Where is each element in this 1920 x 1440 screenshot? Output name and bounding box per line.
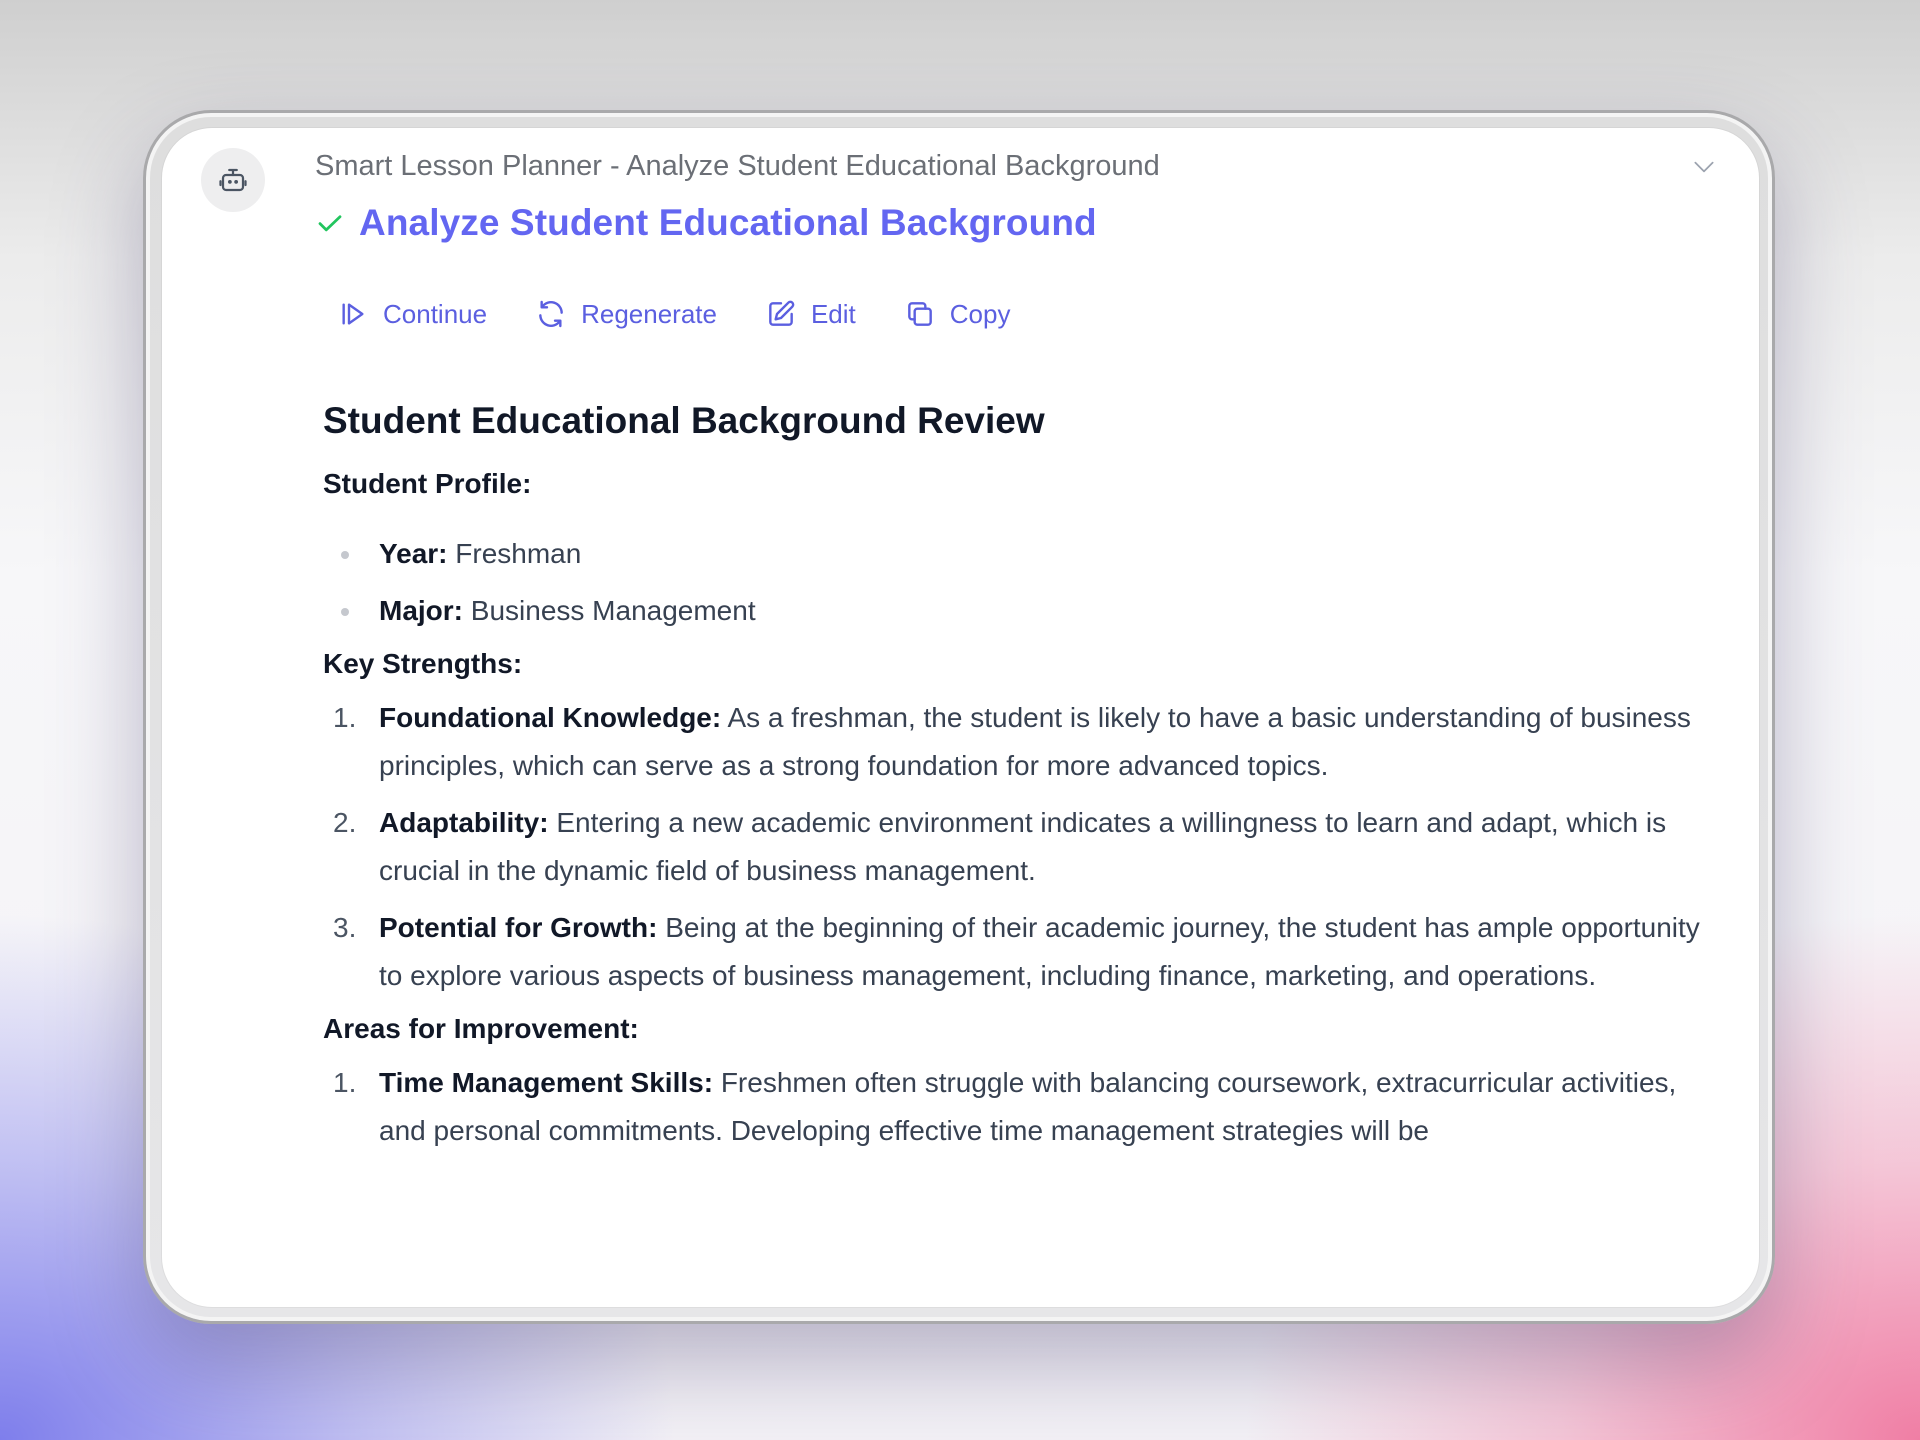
app-title: Smart Lesson Planner - Analyze Student Educational Background <box>315 150 1160 182</box>
strengths-list <box>323 694 1723 1000</box>
list-item: 1. Time Management Skills: Freshmen often struggle with balancing coursework, extracurricular activities, and personal commitments. Developing effective time management strategies will be <box>333 1067 1677 1146</box>
list-item: 1. Foundational Knowledge: As a freshman, the student is likely to have a basic understanding of business principles, which can serve as a strong foundation for more advanced topics. <box>333 702 1691 781</box>
assistant-avatar <box>201 148 265 212</box>
continue-button[interactable] <box>337 298 487 330</box>
regenerate-label: Regenerate <box>581 298 717 329</box>
list-item: 3. Potential for Growth: Being at the beginning of their academic journey, the student has ample opportunity to explore various aspects of business management, including finance, marketing, and operations. <box>333 912 1700 991</box>
task-title-text: Analyze Student Educational Background <box>359 202 1097 243</box>
check-icon <box>315 208 345 238</box>
edit-label: Edit <box>810 298 856 329</box>
section-title-improvement: Areas for Improvement: <box>323 1013 639 1044</box>
section-title-profile: Student Profile: <box>323 468 532 499</box>
review-document <box>323 398 1723 1164</box>
task-title <box>315 202 1097 244</box>
section-title-strengths: Key Strengths: <box>323 648 523 679</box>
list-item: 2. Adaptability: Entering a new academic environment indicates a willingness to learn and adapt, which is crucial in the dynamic field of business management. <box>333 807 1667 886</box>
list-item: Major: Business Management <box>323 587 1723 635</box>
improvement-list <box>323 1059 1723 1155</box>
edit-button[interactable] <box>765 298 856 330</box>
copy-label: Copy <box>949 298 1011 329</box>
robot-icon <box>218 165 248 195</box>
chevron-down-icon <box>1691 154 1717 180</box>
document-heading: Student Educational Background Review <box>323 400 1045 441</box>
continue-icon <box>337 298 369 330</box>
copy-icon <box>904 298 936 330</box>
collapse-button[interactable] <box>1689 152 1719 182</box>
list-item: Year: Freshman <box>323 530 1723 578</box>
profile-list <box>323 530 1723 635</box>
copy-button[interactable] <box>904 298 1011 330</box>
refresh-icon <box>535 298 567 330</box>
continue-label: Continue <box>383 298 488 329</box>
chat-panel <box>162 128 1759 1307</box>
edit-icon <box>765 298 797 330</box>
action-bar <box>337 298 1058 330</box>
regenerate-button[interactable] <box>535 298 717 330</box>
